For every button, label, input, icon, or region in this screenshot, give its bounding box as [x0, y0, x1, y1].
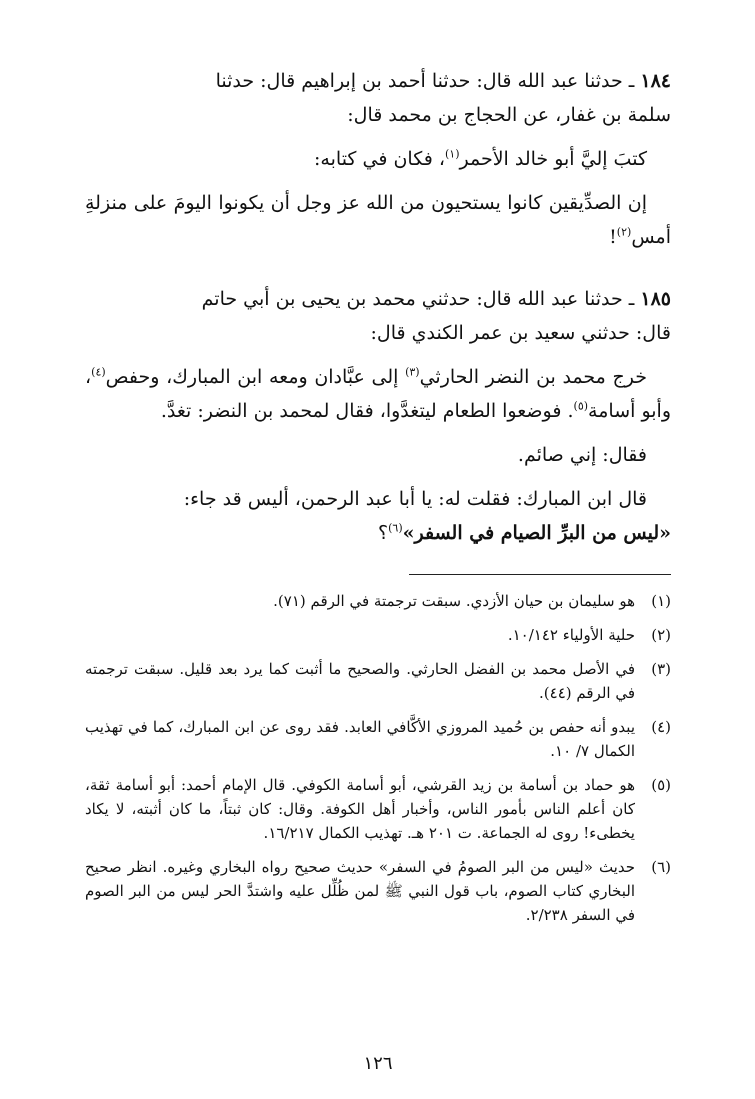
footnote-ref: (٢)	[616, 225, 632, 239]
hadith-184-text-2	[85, 186, 671, 254]
footnote-ref: (٤)	[91, 365, 106, 379]
isnad-text: ـ حدثنا عبد الله قال: حدثني محمد بن يحيى بن أبي حاتم	[201, 288, 641, 310]
footnote-ref: (٦)	[388, 521, 403, 535]
isnad-text: قال: حدثني سعيد بن عمر الكندي قال:	[370, 322, 671, 344]
footnote-ref: (١)	[444, 147, 460, 161]
quoted-hadith: «ليس من البرِّ الصيام في السفر»	[402, 522, 671, 544]
footnotes	[85, 589, 671, 927]
footnote	[85, 657, 671, 705]
footnote	[85, 623, 671, 647]
text-run: ، فكان في كتابه:	[314, 148, 445, 170]
text-run: ، وأبو أسامة	[85, 366, 671, 422]
hadith-185-text-2: فقال: إني صائم.	[517, 444, 647, 466]
text-run: !	[609, 226, 617, 248]
book-page	[85, 64, 671, 1074]
footnote-text: في الأصل محمد بن الفضل الحارثي. والصحيح ما أثبت كما يرد بعد قليل. سبقت ترجمته في الرقم (٤٤).	[85, 660, 635, 702]
isnad-text: ـ حدثنا عبد الله قال: حدثنا أحمد بن إبراهيم قال: حدثنا	[215, 70, 641, 92]
footnote-number: (١)	[651, 592, 671, 610]
footnote-text: هو حماد بن أسامة بن زيد القرشي، أبو أسامة الكوفي. قال الإمام أحمد: أبو أسامة ثقة، كان أعلم الناس بأمور الناس، وأخبار أهل الكوفة. وقال: كان ثبتاً، ما كان أثبته، لا يكاد يخطىء! روى له الجماعة. ت ٢٠١ هـ. تهذيب الكمال ١٦/٢١٧.	[85, 776, 635, 842]
footnote-text: حديث «ليس من البر الصومُ في السفر» حديث صحيح رواه البخاري وغيره. انظر صحيح البخاري كتاب الصوم، باب قول النبي ﷺ لمن ظُلِّل عليه واشتدَّ الحر ليس من البر الصوم في السفر ٢/٢٣٨.	[85, 858, 635, 924]
footnote-number: (٣)	[651, 660, 671, 678]
footnote	[85, 855, 671, 927]
hadith-184-text-1	[85, 142, 671, 176]
footnote	[85, 589, 671, 613]
hadith-185-text-1	[85, 360, 671, 428]
footnote-text: حلية الأولياء ١٠/١٤٢.	[507, 626, 635, 644]
text-run: . فوضعوا الطعام ليتغدَّوا، فقال لمحمد بن النضر: تغدَّ.	[160, 400, 574, 422]
hadith-185-text-3	[85, 482, 671, 550]
text-run: ؟	[378, 522, 389, 544]
footnote-number: (٥)	[651, 776, 671, 794]
hadith-number: ١٨٥	[640, 288, 671, 310]
footnote-number: (٤)	[651, 718, 671, 736]
isnad-text: سلمة بن غفار، عن الحجاج بن محمد قال:	[347, 104, 671, 126]
page-number: ١٢٦	[363, 1053, 393, 1074]
hadith-184-isnad	[85, 64, 671, 132]
footnote-text: يبدو أنه حفص بن حُميد المروزي الأكَّافي العابد. فقد روى عن ابن المبارك، كما في تهذيب الكمال ٧/ ١٠.	[85, 718, 635, 760]
footnote-ref: (٥)	[573, 399, 589, 413]
footnote-divider	[409, 574, 671, 575]
footnote-ref: (٣)	[405, 365, 420, 379]
footnote-text: هو سليمان بن حيان الأزدي. سبقت ترجمتة في الرقم (٧١).	[273, 592, 635, 610]
footnote	[85, 773, 671, 845]
text-run: خرج محمد بن النضر الحارثي	[419, 366, 647, 388]
footnote-number: (٦)	[651, 858, 671, 876]
text-run: قال ابن المبارك: فقلت له: يا أبا عبد الرحمن، أليس قد جاء:	[183, 488, 647, 510]
text-run: إن الصدِّيقين كانوا يستحيون من الله عز وجل أن يكونوا اليومَ على منزلةِ أمس	[85, 192, 671, 248]
footnote-number: (٢)	[651, 626, 671, 644]
hadith-number: ١٨٤	[640, 70, 671, 92]
footnote	[85, 715, 671, 763]
hadith-185-isnad	[85, 282, 671, 350]
text-run: إلى عبَّادان ومعه ابن المبارك، وحفص	[105, 366, 406, 388]
text-run: كتبَ إليَّ أبو خالد الأحمر	[459, 148, 647, 170]
